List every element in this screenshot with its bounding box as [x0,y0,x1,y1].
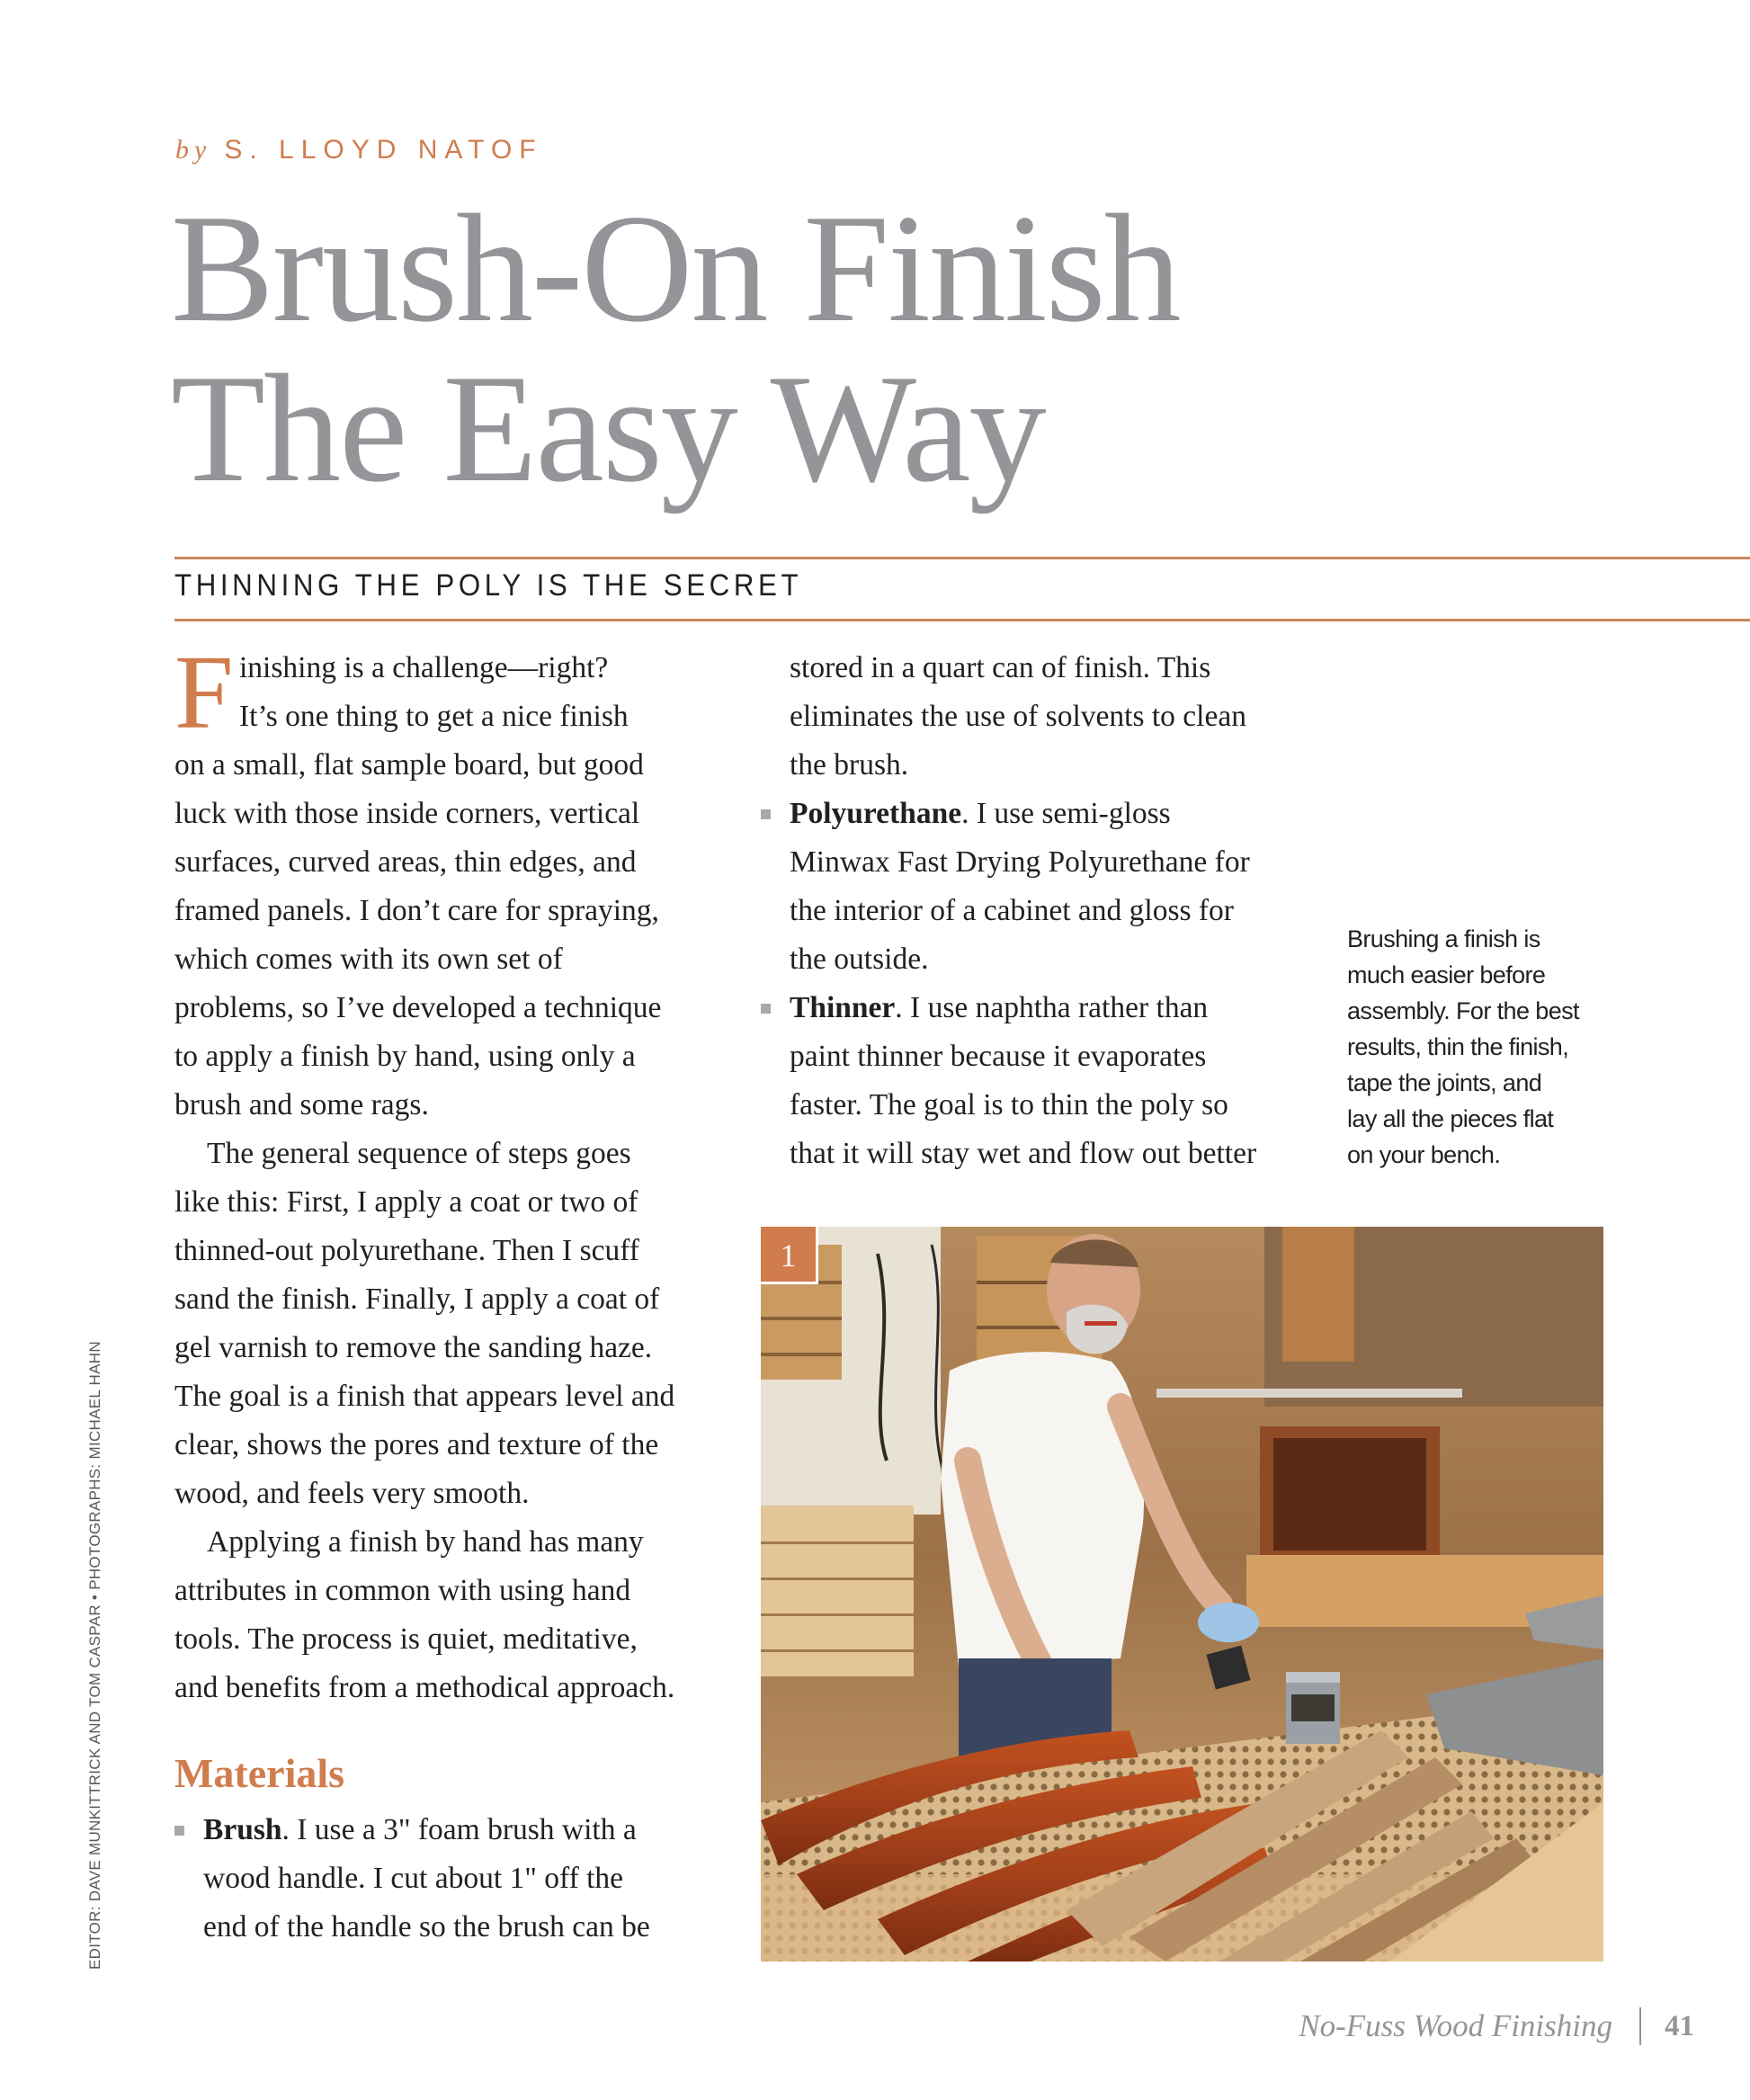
body-line: thinned-out polyurethane. Then I scuff [174,1234,639,1267]
materials-item-thinner [790,984,1329,1178]
square-bullet-icon [761,809,771,819]
workshop-photo [761,1227,1603,1961]
page-number: 41 [1665,2009,1694,2042]
body-line: stored in a quart can of finish. This [790,651,1211,684]
byline-author: S. LLOYD NATOF [224,135,543,165]
body-line: wood, and feels very smooth. [174,1477,530,1510]
body-line: that it will stay wet and flow out better [790,1137,1257,1170]
side-credit: EDITOR: DAVE MUNKITTRICK AND TOM CASPAR • PHOTOGRAPHS: MICHAEL HAHN [86,1341,103,1970]
title-line-1: Brush-On Finish [171,183,1180,354]
footer-separator [1639,2007,1641,2045]
body-line: the brush. [790,748,909,782]
square-bullet-icon [174,1826,184,1836]
body-line: sand the finish. Finally, I apply a coat of [174,1282,660,1316]
materials-term: Polyurethane [790,797,962,830]
materials-item-polyurethane [790,790,1329,984]
materials-item-brush [203,1806,732,1952]
article-title [171,183,1180,514]
body-line: end of the handle so the brush can be [203,1910,650,1944]
body-line: the outside. [790,943,929,976]
title-line-2: The Easy Way [171,344,1045,514]
drop-cap: F [174,633,234,751]
body-line: Brush. I use a 3" foam brush with a [203,1813,637,1846]
body-column-2 [790,644,1329,1178]
workshop-photo-illustration [761,1227,1603,1961]
body-line: The general sequence of steps goes [207,1137,631,1170]
body-line: eliminates the use of solvents to clean [790,700,1246,733]
body-line: inishing is a challenge—right? [239,651,609,684]
body-line: gel varnish to remove the sanding haze. [174,1331,653,1364]
body-line: like this: First, I apply a coat or two of [174,1185,638,1219]
subtitle: THINNING THE POLY IS THE SECRET [174,568,803,603]
body-line: attributes in common with using hand [174,1574,631,1607]
materials-term: Brush [203,1813,282,1846]
body-line: problems, so I’ve developed a technique [174,991,662,1024]
materials-heading: Materials [174,1750,345,1796]
body-line: tools. The process is quiet, meditative, [174,1622,638,1656]
body-line: surfaces, curved areas, thin edges, and [174,845,637,879]
body-line: The goal is a finish that appears level and [174,1380,675,1413]
photo-caption: Brushing a finish is much easier before assembly. For the best results, thin the finish, tape the joints, and lay all the pieces flat on your bench. [1347,925,1579,1168]
body-line: Thinner. I use naphtha rather than [790,991,1209,1024]
body-line: luck with those inside corners, vertical [174,797,640,830]
page-footer [1299,2007,1694,2045]
byline-prefix: by [175,135,212,165]
subtitle-rule-bottom [174,619,1750,621]
body-line: which comes with its own set of [174,943,563,976]
body-line: It’s one thing to get a nice finish [239,700,629,733]
body-line: Minwax Fast Drying Polyurethane for [790,845,1250,879]
body-line: Applying a finish by hand has many [207,1525,644,1559]
byline [175,135,543,165]
body-line: on a small, flat sample board, but good [174,748,644,782]
photo-number-badge: 1 [761,1227,818,1284]
body-line: the interior of a cabinet and gloss for [790,894,1234,927]
subtitle-rule-top [174,557,1750,559]
body-line: clear, shows the pores and texture of the [174,1428,659,1461]
square-bullet-icon [761,1004,771,1014]
body-line: and benefits from a methodical approach. [174,1671,675,1704]
body-line: to apply a finish by hand, using only a [174,1040,636,1073]
materials-list [174,1806,732,1952]
body-line: brush and some rags. [174,1088,429,1121]
body-line: faster. The goal is to thin the poly so [790,1088,1228,1121]
materials-term: Thinner [790,991,896,1024]
book-title: No-Fuss Wood Finishing [1299,2008,1612,2043]
body-line: wood handle. I cut about 1" off the [203,1862,624,1895]
body-line: paint thinner because it evaporates [790,1040,1207,1073]
body-line: Polyurethane. I use semi-gloss [790,797,1171,830]
body-line: framed panels. I don’t care for spraying, [174,894,659,927]
body-column-1 [174,633,732,1952]
